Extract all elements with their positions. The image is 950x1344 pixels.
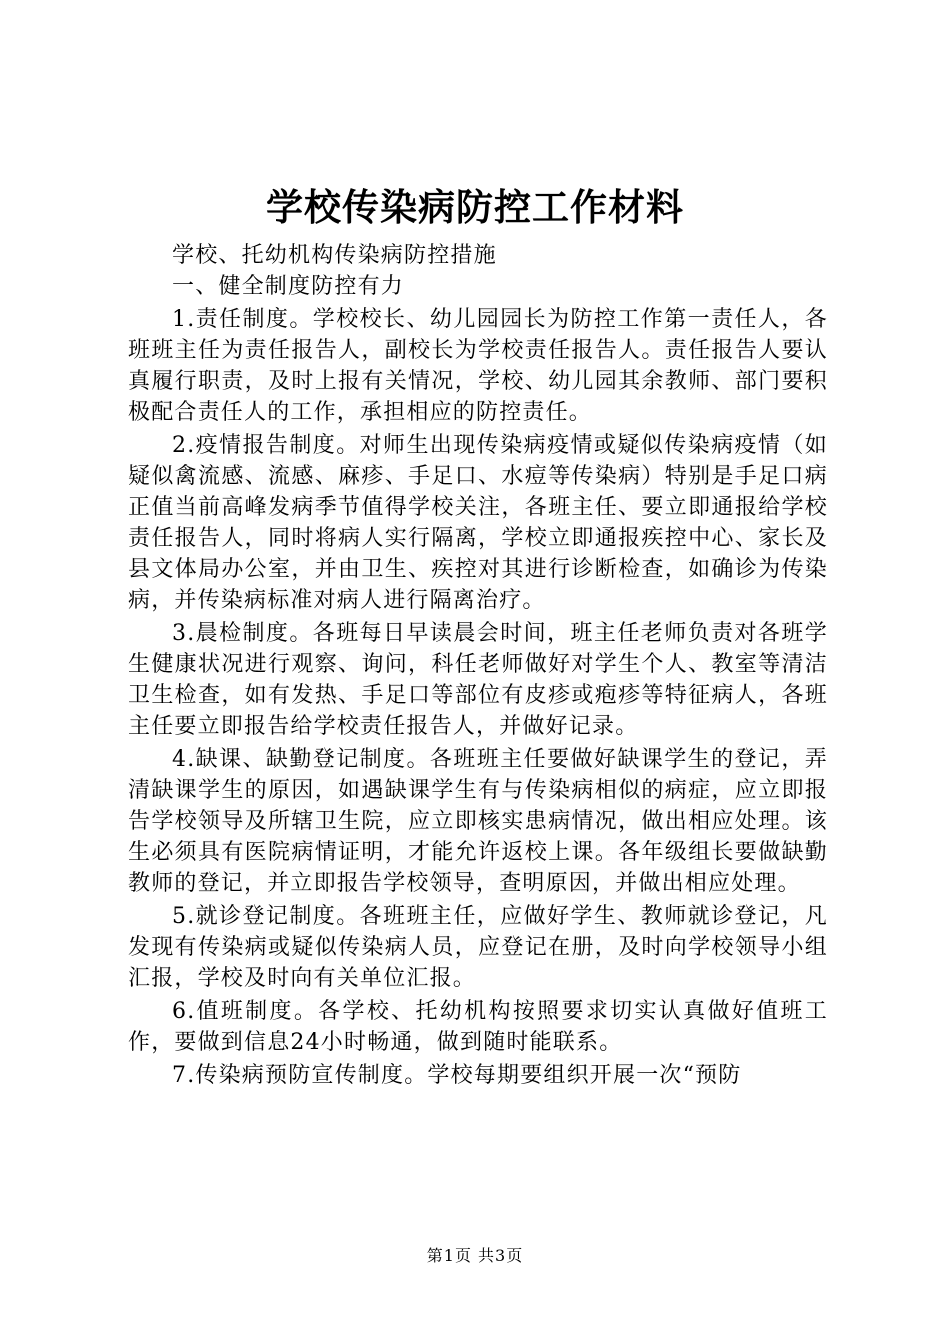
page-footer: 第1页 共3页 xyxy=(426,1246,524,1265)
paragraph-absence-register: 4.缺课、缺勤登记制度。各班班主任要做好缺课学生的登记，弄清缺课学生的原因，如遇缺课学生有与传染病相似的病症，应立即报告学校领导及所辖卫生院，应立即核实患病情况，做出相应处理。该生必须具有医院病情证明，才能允许返校上课。各年级组长要做缺勤教师的登记，并立即报告学校领导，查明原因，并做出相应处理。 xyxy=(128,747,828,896)
paragraph-duty: 6.值班制度。各学校、托幼机构按照要求切实认真做好值班工作，要做到信息24小时畅通，做到随时能联系。 xyxy=(128,999,828,1055)
paragraph-morning-check: 3.晨检制度。各班每日早读晨会时间，班主任老师负责对各班学生健康状况进行观察、询问，科任老师做好对学生个人、教室等清洁卫生检查，如有发热、手足口等部位有皮疹或疱疹等特征病人，各班主任要立即报告给学校责任报告人，并做好记录。 xyxy=(128,621,828,739)
paragraph-publicity: 7.传染病预防宣传制度。学校每期要组织开展一次“预防 xyxy=(172,1063,742,1088)
paragraph-responsibility: 1.责任制度。学校校长、幼儿园园长为防控工作第一责任人，各班班主任为责任报告人，副校长为学校责任报告人。责任报告人要认真履行职责，及时上报有关情况，学校、幼儿园其余教师、部门要积极配合责任人的工作，承担相应的防控责任。 xyxy=(128,307,828,425)
document-subtitle: 学校、托幼机构传染病防控措施 xyxy=(172,243,497,268)
section-heading: 一、健全制度防控有力 xyxy=(172,274,405,299)
document-title: 学校传染病防控工作材料 xyxy=(266,185,684,229)
paragraph-clinic-register: 5.就诊登记制度。各班班主任，应做好学生、教师就诊登记，凡发现有传染病或疑似传染病人员，应登记在册，及时向学校领导小组汇报，学校及时向有关单位汇报。 xyxy=(128,904,828,991)
paragraph-epidemic-report: 2.疫情报告制度。对师生出现传染病疫情或疑似传染病疫情（如疑似禽流感、流感、麻疹、手足口、水痘等传染病）特别是手足口病正值当前高峰发病季节值得学校关注，各班主任、要立即通报给学校责任报告人，同时将病人实行隔离，学校立即通报疾控中心、家长及县文体局办公室，并由卫生、疾控对其进行诊断检查，如确诊为传染病，并传染病标准对病人进行隔离治疗。 xyxy=(128,433,828,613)
document-body xyxy=(128,240,828,1091)
